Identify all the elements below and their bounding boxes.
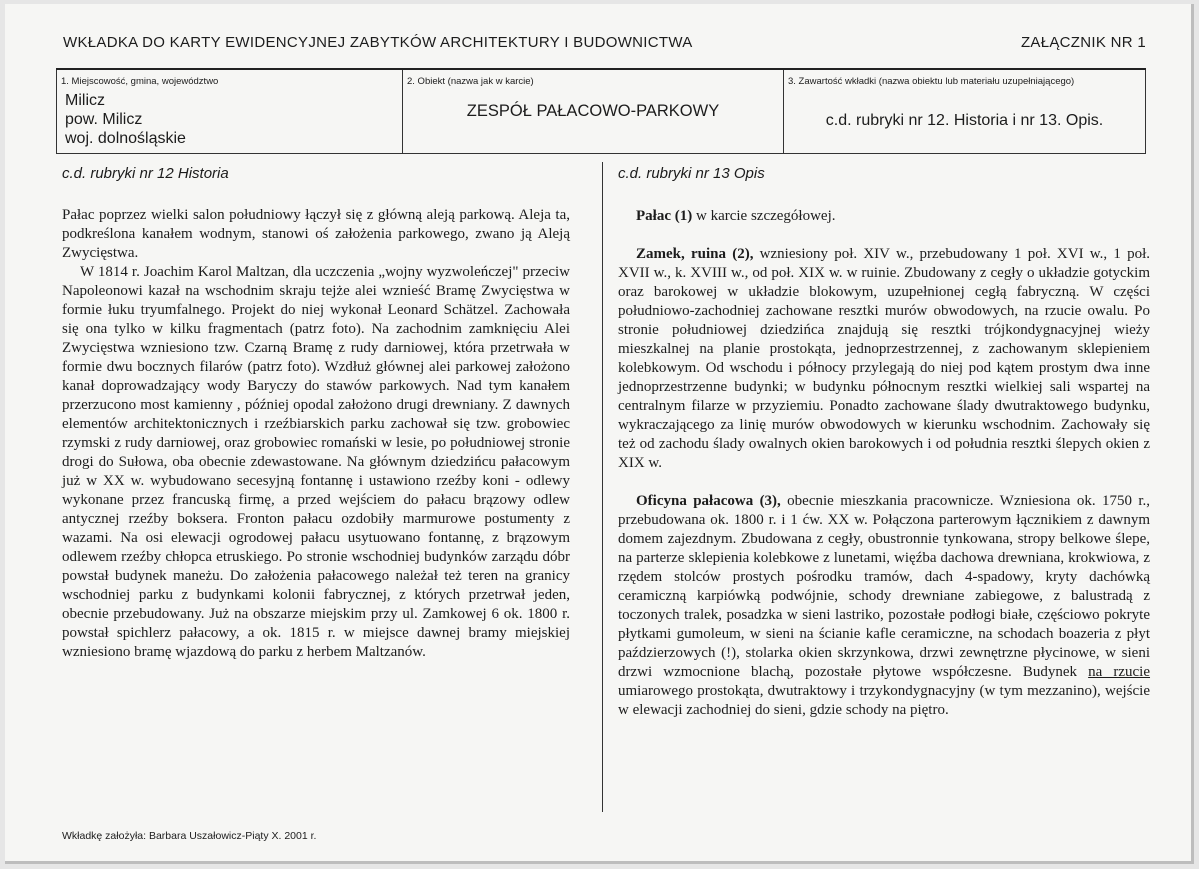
voivodeship: woj. dolnośląskie	[65, 130, 186, 147]
location-value	[65, 91, 186, 148]
object-value: ZESPÓŁ PAŁACOWO-PARKOWY	[466, 102, 720, 120]
contents-label: 3. Zawartość wkładki (nazwa obiektu lub materiału uzupełniającego)	[788, 76, 1075, 87]
history-paragraph: W 1814 r. Joachim Karol Maltzan, dla uczczenia „wojny wyzwoleńczej" przeciw Napoleonowi kazał na wschodnim skraju tejże alei wznieść Bramę Zwycięstwa w formie łuku tryumfalnego. Projekt do niej wykonał Leonard Schätzel. Zachowała się ona tylko w kilku fragmentach (patrz foto). Na zachodnim zamknięciu Alei Zwycięstwa wzniesiono tzw. Czarną Bramę z rudy darniowej, która przetrwała w formie dwu bocznych filarów (patrz foto). Wzdłuż głównej alei parkowej założono kanał doprowadzający wody Baryczy do stawów parkowych. Nad tym kanałem przerzucono most kamienny , później opodal założono drugi drewniany. Z dawnych elementów architektonicznych i rzeźbiarskich parku zachował się tzw. grobowiec rzymski z rudy darniowej, oraz grobowiec romański w lesie, po południowej stronie drogi do Sułowa, oba obecnie zdewastowane. Na głównym dziedzińcu pałacowym już w XX w. wybudowano secesyjną fontannę i ustawiono rzeźby koni - odlewy wykonane przez francuską firmę, a przed wejściem do pałacu brązowy odlew antycznej rzeźby boksera. Fronton pałacu ozdobiły marmurowe postumenty z wazami. Na osi elewacji ogrodowej pałacu usytuowano fontannę, z brązowym odlewem rzeźby chłopca etruskiego. Po stronie wschodniej budynków zarządu dóbr powstał budynek maneżu. Do założenia pałacowego należał też teren na granicy wschodniej parku z budynkami kolonii fabrycznej, z których przetrwał jeden, obecnie przebudowany. Już na obszarze miejskim przy ul. Zamkowej 6 ok. 1800 r. powstał spichlerz pałacowy, a ok. 1815 r. w miejsce dawnej bramy miejskiej wzniesiono bramę wjazdową do parku z herbem Maltzanów.	[62, 264, 570, 660]
annex-building-title: Oficyna pałacowa (3),	[636, 493, 781, 509]
underlined-text: na rzucie	[1088, 664, 1151, 680]
form-title: WKŁADKA DO KARTY EWIDENCYJNEJ ZABYTKÓW ARCHITEKTURY I BUDOWNICTWA	[63, 34, 693, 51]
town: Milicz	[65, 92, 105, 109]
form-fields-row	[56, 69, 1146, 154]
object-box	[403, 70, 784, 153]
contents-value: c.d. rubryki nr 12. Historia i nr 13. Opis.	[825, 112, 1104, 129]
history-paragraph: Pałac poprzez wielki salon południowy łączył się z główną aleją parkową. Aleja ta, podkreślona kanałem wodnym, stanowi oś założenia parkowego, zwano ją Aleją Zwycięstwa.	[62, 207, 570, 261]
castle-title: Zamek, ruina (2),	[636, 246, 754, 262]
castle-paragraph	[618, 245, 1150, 473]
palace-title: Pałac (1)	[636, 208, 693, 224]
history-heading: c.d. rubryki nr 12 Historia	[62, 165, 229, 182]
form-page	[5, 4, 1194, 864]
object-label: 2. Obiekt (nazwa jak w karcie)	[407, 76, 534, 87]
annex-number: ZAŁĄCZNIK NR 1	[1020, 34, 1146, 51]
county: pow. Milicz	[65, 111, 143, 128]
description-heading: c.d. rubryki nr 13 Opis	[618, 165, 765, 182]
location-label: 1. Miejscowość, gmina, województwo	[61, 76, 219, 87]
history-text	[62, 206, 570, 662]
castle-text: wzniesiony poł. XIV w., przebudowany 1 poł. XVI w., 1 poł. XVII w., k. XVIII w., od poł. XIX w. w ruinie. Zbudowany z cegły o układzie gotyckim oraz barokowej w układzie blokowym, uzupełnionej cegłą fabryczną. W części południowo-zachodniej zachowane resztki murów obwodowych, na rzucie owalu. Po stronie południowej dziedzińca znajdują się resztki trójkondygnacyjnej wieży mieszkalnej na planie prostokąta, jednoprzestrzennej, z zachowanym sklepieniem kolebkowym. Od wschodu i północy przylegają do niej pod kątem prostym dwa inne jednoprzestrzenne budynki; w budynku północnym resztki wielkiej sali wspartej na centralnym filarze w przyziemiu. Ponadto zachowane ślady dwutraktowego budynku, wykraczającego za linię murów obwodowych w kierunku wschodnim. Zachowały się też od zachodu ślady owalnych okien barokowych i od południa resztki ślepych okien z XIX w.	[618, 246, 1151, 471]
author-note: Wkładkę założyła: Barbara Uszałowicz-Piąty X. 2001 r.	[62, 830, 317, 842]
column-divider	[602, 162, 603, 812]
description-text	[618, 207, 1150, 720]
annex-building-tail: umiarowego prostokąta, dwutraktowy i trzykondygnacyjny (w tym mezzanino), wejście w elewacji zachodniej do sieni, gdzie schody na piętro.	[618, 683, 1150, 718]
palace-text: w karcie szczegółowej.	[692, 208, 836, 224]
contents-box	[784, 70, 1145, 153]
annex-building-paragraph	[618, 492, 1150, 720]
annex-building-text: obecnie mieszkania pracownicze. Wzniesiona ok. 1750 r., przebudowana ok. 1800 r. i 1 ćw. XX w. Połączona parterowym łącznikiem z dawnym domem zajezdnym. Zbudowana z cegły, obustronnie tynkowana, stropy belkowe ślepe, na parterze sklepienia kolebkowe z lunetami, więźba dachowa drewniana, krokwiowa, z rzędem stolców prostych pośrodku tramów, dach 4-spadowy, kryty dachówką ceramiczną karpiówką podwójnie, schody drewniane zabiegowe, z balustradą z toczonych tralek, posadzka w sieni lastriko, pozostałe podłogi białe, częściowo pokryte płytkami gumoleum, w sieni na ścianie kafle ceramiczne, na schodach boazeria z płyt paździerzowych (!), stolarka okien skrzynkowa, drzwi zewnętrzne płycinowe, w sieni drzwi wzmocnione blachą, pozostałe płytowe współczesne. Budynek	[618, 493, 1150, 680]
palace-paragraph	[618, 207, 1150, 226]
location-box	[57, 70, 403, 153]
